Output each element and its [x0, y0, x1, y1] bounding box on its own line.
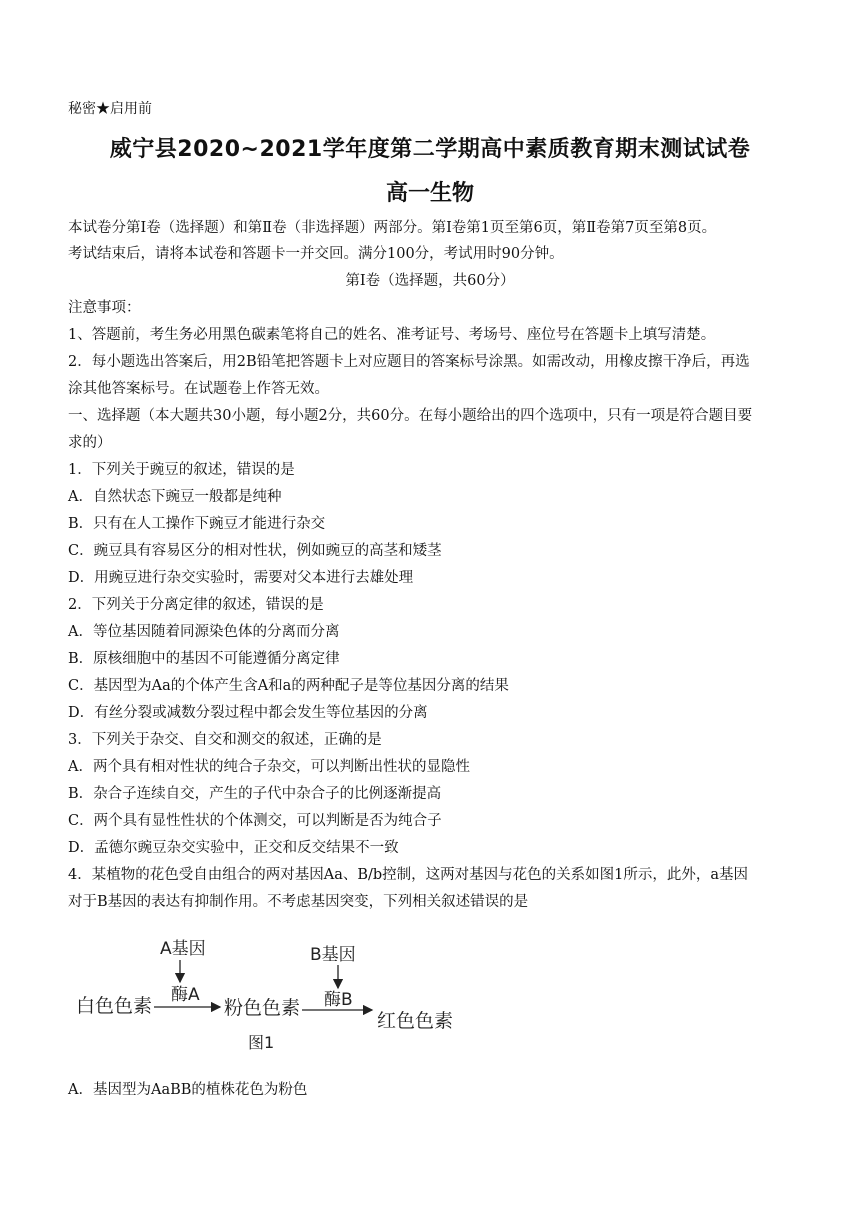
intro-line-1: 本试卷分第Ⅰ卷（选择题）和第Ⅱ卷（非选择题）两部分。第Ⅰ卷第1页至第6页，第Ⅱ卷第7页至第8页。 [68, 220, 717, 236]
enzyme-a-label: 酶A [171, 985, 200, 1005]
question-1-stem: 1．下列关于豌豆的叙述，错误的是 [68, 462, 295, 478]
question-2-option-a: A．等位基因随着同源染色体的分离而分离 [68, 624, 340, 640]
notes-item-1: 1、答题前，考生务必用黑色碳素笔将自己的姓名、准考证号、考场号、座位号在答题卡上填写清楚。 [68, 327, 716, 343]
question-3-option-b: B．杂合子连续自交，产生的子代中杂合子的比例逐渐提高 [68, 786, 442, 802]
secret-mark: 秘密★启用前 [68, 101, 152, 117]
notes-item-2-line-1: 2．每小题选出答案后，用2B铅笔把答题卡上对应题目的答案标号涂黑。如需改动，用橡皮擦干净后，再选 [68, 354, 750, 370]
part-one-heading-line-1: 一、选择题（本大题共30小题，每小题2分，共60分。在每小题给出的四个选项中，只有一项是符合题目要 [68, 408, 753, 424]
question-3-option-d: D．孟德尔豌豆杂交实验中，正交和反交结果不一致 [68, 840, 399, 856]
question-4-stem-line-1: 4．某植物的花色受自由组合的两对基因Aa、B/b控制，这两对基因与花色的关系如图1所示，此外，a基因 [68, 867, 749, 883]
question-3-option-a: A．两个具有相对性状的纯合子杂交，可以判断出性状的显隐性 [68, 759, 470, 775]
notes-item-2-line-2: 涂其他答案标号。在试题卷上作答无效。 [68, 381, 329, 397]
question-2-option-d: D．有丝分裂或减数分裂过程中都会发生等位基因的分离 [68, 705, 428, 721]
question-3-stem: 3．下列关于杂交、自交和测交的叙述，正确的是 [68, 732, 382, 748]
gene-a-label: A基因 [160, 939, 206, 959]
figure-caption: 图1 [248, 1033, 275, 1052]
question-4-option-a: A．基因型为AaBB的植株花色为粉色 [68, 1082, 308, 1098]
exam-subtitle: 高一生物 [385, 181, 474, 206]
section-heading: 第Ⅰ卷（选择题，共60分） [345, 273, 515, 289]
notes-heading: 注意事项： [68, 300, 141, 316]
pigment-pathway-diagram [72, 932, 492, 1062]
question-2-stem: 2．下列关于分离定律的叙述，错误的是 [68, 597, 324, 613]
question-1-option-b: B．只有在人工操作下豌豆才能进行杂交 [68, 516, 326, 532]
part-one-heading-line-2: 求的） [68, 435, 112, 451]
question-2-option-b: B．原核细胞中的基因不可能遵循分离定律 [68, 651, 340, 667]
question-1-option-d: D．用豌豆进行杂交实验时，需要对父本进行去雄处理 [68, 570, 414, 586]
question-1-option-c: C．豌豆具有容易区分的相对性状，例如豌豆的高茎和矮茎 [68, 543, 442, 559]
question-4-stem-line-2: 对于B基因的表达有抑制作用。不考虑基因突变，下列相关叙述错误的是 [68, 894, 529, 910]
exam-title: 威宁县2020~2021学年度第二学期高中素质教育期末测试试卷 [109, 137, 751, 162]
white-pigment-label: 白色色素 [76, 995, 153, 1017]
question-2-option-c: C．基因型为Aa的个体产生含A和a的两种配子是等位基因分离的结果 [68, 678, 509, 694]
pink-pigment-label: 粉色色素 [224, 997, 301, 1019]
question-1-option-a: A．自然状态下豌豆一般都是纯种 [68, 489, 282, 505]
gene-b-label: B基因 [310, 945, 356, 965]
question-3-option-c: C．两个具有显性性状的个体测交，可以判断是否为纯合子 [68, 813, 442, 829]
intro-line-2: 考试结束后，请将本试卷和答题卡一并交回。满分100分，考试用时90分钟。 [68, 246, 564, 262]
enzyme-b-label: 酶B [324, 990, 353, 1010]
red-pigment-label: 红色色素 [377, 1010, 454, 1032]
